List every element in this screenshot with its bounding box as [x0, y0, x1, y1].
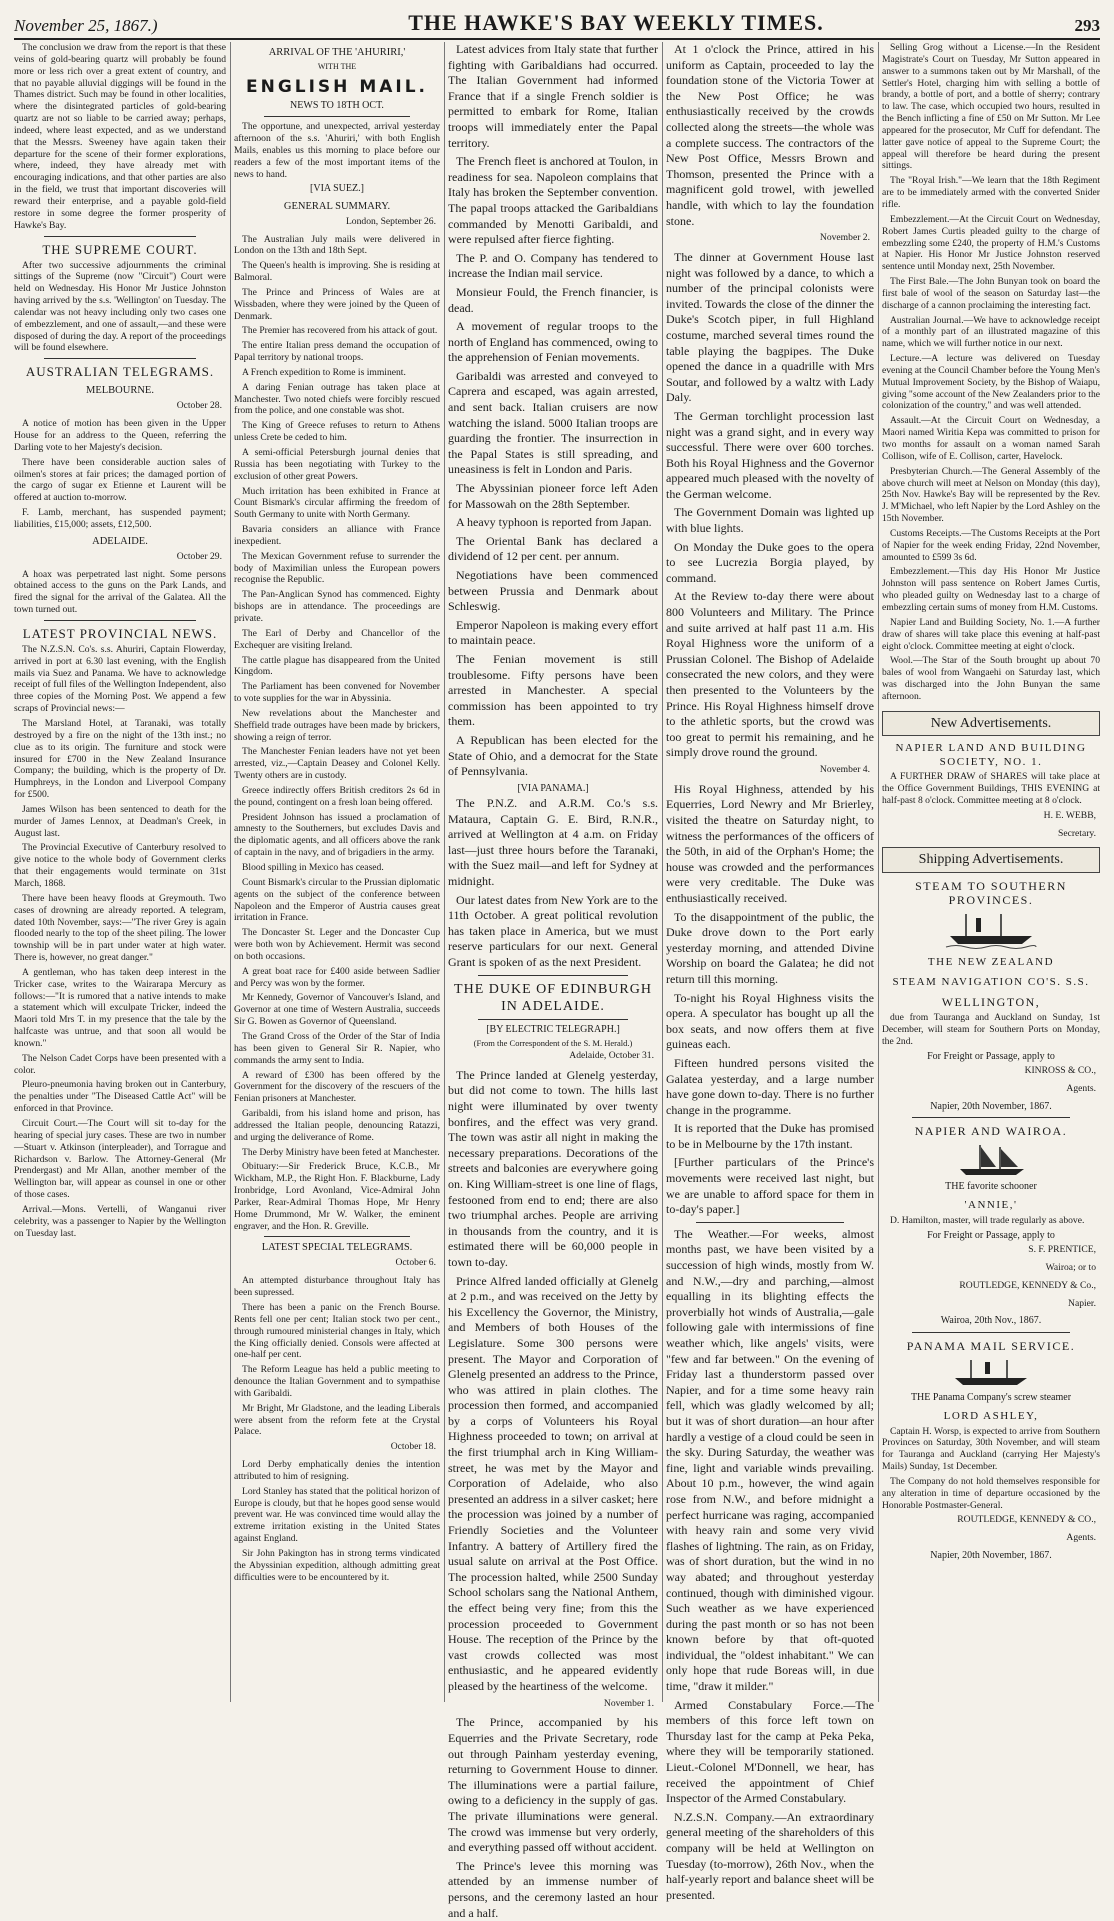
- summary-item: Obituary:—Sir Frederick Bruce, K.C.B., Mr Wickham, M.P., the Right Hon. F. Blackburne, Lady Ironbridge, Lord Avonland, Vice-Admiral John Parker, Rear-Admiral Thomas Hope, Mr Henry Home Drummond, Mr W. Walker, the eminent engraver, and the Hon. R. Greville.: [234, 1161, 440, 1232]
- telegram-item: Lord Derby emphatically denies the intention attributed to him of resigning.: [234, 1459, 440, 1482]
- company-name: STEAM NAVIGATION CO'S. S.S.: [892, 975, 1090, 988]
- news-item: Negotiations have been commenced between Prussia and Denmark about Schleswig.: [448, 568, 658, 614]
- news-items: [448, 42, 658, 780]
- summary-item: A reward of £300 has been offered by the Government for the discovery of the rescuers of the Fenian prisoners at Manchester.: [234, 1069, 440, 1105]
- ad-text: due from Tauranga and Auckland on Sunday, 1st December, will steam for Southern Ports on Monday, the 2nd.: [882, 1012, 1100, 1047]
- summary-item: New revelations about the Manchester and Sheffield trade outrages have been made by brickers, showing a reign of terror.: [234, 707, 440, 743]
- agent-name: ROUTLEDGE, KENNEDY & Co.,: [959, 1279, 1096, 1291]
- correspondent-note: (From the Correspondent of the S. M. Herald.): [473, 1037, 633, 1048]
- panama-text: Our latest dates from New York are to the 11th October. A great political revolution has taken place in America, but we must reserve particulars for our next. General Grant is spoken of as the next President.: [448, 892, 658, 969]
- agent-name: S. F. PRENTICE,: [1028, 1244, 1096, 1256]
- telegram-item: Sir John Pakington has in strong terms vindicated the Abyssinian expedition, although admitting great difficulties were to be encountered by it.: [234, 1548, 440, 1583]
- telegram-item: The Reform League has held a public meeting to denounce the Italian Government and to sympathise with Garibaldi.: [234, 1364, 440, 1399]
- ad-title: NAPIER LAND AND BUILDING SOCIETY, NO. 1.: [895, 742, 1087, 768]
- local-note: Lecture.—A lecture was delivered on Tuesday evening at the Council Chamber before the Young Men's Mutual Improvement Society, by the Bishop of Waiapu, giving "some account of the New Zealanders prior to the colonization of the country," and was well attended.: [882, 353, 1100, 412]
- news-item: A movement of regular troops to the north of England has commenced, owing to the apprehension of Fenian movements.: [448, 319, 658, 365]
- supreme-court-heading: THE SUPREME COURT.: [42, 241, 198, 257]
- column-3: [448, 42, 658, 1920]
- melbourne-item: There have been considerable auction sales of oilmen's stores at fair prices; the damaged portion of the cargo of sugar ex Etienne et Laurent will be offered at auction to-morrow.: [14, 456, 226, 504]
- company-line: THE NEW ZEALAND: [927, 956, 1055, 969]
- telegram-item: An attempted disturbance throughout Italy has been supressed.: [234, 1275, 440, 1299]
- ad-text: D. Hamilton, master, will trade regularly as above.: [890, 1214, 1085, 1226]
- column-5: [882, 42, 1100, 1702]
- divider: [478, 975, 628, 976]
- general-summary-heading: GENERAL SUMMARY.: [283, 200, 391, 212]
- provincial-item: The Nelson Cadet Corps have been presented with a color.: [14, 1052, 226, 1076]
- local-note: Wool.—The Star of the South brought up about 70 bales of wool from Wangaehi on Saturday last, which was discharged into the John Bunyan the same afternoon.: [882, 655, 1100, 702]
- gold-report-text: The conclusion we draw from the report is that these veins of gold-bearing quartz will probably be found more or less rich over a great extent of country, and that no payable alluvial diggings will be found in the Thames district. Such may be found in other localities, where the disintegrated particles of gold-bearing quartz are not so liable to be carried away; perhaps, indeed, where least expected, and as we understand that the Messrs. Sweeney have again taken their departure for the scene of their former explorations, where, indeed, they have already met with encouraging indications, and that other parties are also in the field, we trust that important discoveries will reward their enterprise, and a payable gold-field restore in some degree the former prosperity of Hawke's Bay.: [14, 42, 226, 231]
- news-item: The French fleet is anchored at Toulon, in readiness for sea. Napoleon complains that Italy has broken the September convention. The papal troops attacked the Garibaldians commanded by Menotti Garibaldi, and were repulsed after fierce fighting.: [448, 154, 658, 247]
- provincial-item: There have been heavy floods at Greymouth. Two cases of drowning are already reported. A telegram, dated 10th November, says:—"The river Grey is again flooded nearly to the top of the sheet piling. The lower township will be in part under water at high water. There is, however, no great danger.": [14, 892, 226, 964]
- ad-title: STEAM TO SOUTHERN PROVINCES.: [915, 878, 1067, 908]
- summary-item: The Mexican Government refuse to surrender the body of Maximilian unless the European powers recognise the Republic.: [234, 550, 440, 586]
- summary-item: President Johnson has issued a proclamation of amnesty to the Southerners, but excludes Davis and the diplomatic agents, and all officers above the rank of captain in the navy, and of brigadiers in the army.: [234, 811, 440, 859]
- agent-name: ROUTLEDGE, KENNEDY & CO.,: [957, 1514, 1096, 1526]
- news-item: Latest advices from Italy state that further fighting with Garibaldians had occurred. The Italian Government had informed France that if a single French soldier is permitted to embark for Rome, Italian troops will immediately enter the Papal territory.: [448, 42, 658, 150]
- supreme-court-text: After two successive adjournments the criminal sittings of the Supreme (now "Circuit") Court were held on Wednesday. His Honor Mr Justice Johnston having arrived by the s.s. 'Wellington' on Tuesday. The calendar was not heavy including only two cases one of embezzlement, and one of assault,—and these were disposed of during the day. A report of the proceedings will be found elsewhere.: [14, 259, 226, 354]
- building-society-ad: [882, 742, 1100, 839]
- provincial-item: The Provincial Executive of Canterbury resolved to give notice to the whole body of Government clerks that their engagements would terminate on 31st March, 1868.: [14, 842, 226, 889]
- ad-date: Napier, 20th November, 1867.: [930, 1100, 1052, 1112]
- ad-text: Captain H. Worsp, is expected to arrive from Southern Provinces on Saturday, 30th November, and will steam for Tauranga and Auckland (carrying Her Majesty's Mails) Sunday, 1st December.: [882, 1425, 1100, 1473]
- duke-text: The Prince, accompanied by his Equerries and the Private Secretary, rode out through Painham yesterday evening, returning to Government House to dinner. The illuminations were a partial failure, owing to a deficiency in the supply of gas. The private illuminations were general. The crowd was immense but very orderly, and everything passed off without accident.: [448, 1715, 658, 1855]
- summary-item: The entire Italian press demand the occupation of Papal territory by national troops.: [234, 340, 440, 364]
- duke-text: The Prince's levee this morning was attended by an immense number of persons, and the ceremony lasted an hour and a half.: [448, 1858, 658, 1920]
- melbourne-date: October 28.: [176, 400, 222, 412]
- duke-text: It is reported that the Duke has promised to be in Melbourne by the 17th instant.: [666, 1121, 874, 1151]
- masthead: [14, 6, 1100, 40]
- divider: [696, 1222, 844, 1223]
- duke-text: At 1 o'clock the Prince, attired in his uniform as Captain, proceeded to lay the foundation stone of the Victoria Tower at the New Post Office; he was enthusiastically received by the crowds collected along the streets—the whole was a complete success. The contractors of the New Post Office, Messrs Brown and Thomson, presented the Prince with a magnificent gold trowel, with jewelled handle, with which to lay the foundation stone.: [666, 42, 874, 228]
- news-item: The P. and O. Company has tendered to increase the Indian mail service.: [448, 250, 658, 281]
- electric-telegraph: [BY ELECTRIC TELEGRAPH.]: [486, 1024, 620, 1036]
- duke-text: Fifteen hundred persons visited the Galatea yesterday, and a large number have gone down to-day. There is no further change in the programme.: [666, 1055, 874, 1117]
- divider: [264, 1236, 410, 1237]
- local-note: Customs Receipts.—The Customs Receipts at the Port of Napier for the week ending Friday, 22nd November, amounted to £599 3s 6d.: [882, 527, 1100, 563]
- local-note: Selling Grog without a License.—In the Resident Magistrate's Court on Tuesday, Mr Sutton appeared in answer to a summons taken out by Mr Marshall, of the Settler's Hotel, charging him with selling a bottle of brandy, a bottle of port, and a bottle of sherry; contrary to law. The case, which occupied two hours, resulted in the Bench inflicting a fine of £50 on Mr Sutton. Mr Lee appeared for the prosecutor, Mr Cuff for defendant. The latter gave notice of appeal to the Supreme Court; the appeal will therefore be heard during the present sittings.: [882, 42, 1100, 172]
- page-number: 293: [1074, 16, 1100, 35]
- london-date: London, September 26.: [345, 215, 436, 227]
- duke-text: To the disappointment of the public, the Duke drove down to the Port early yesterday morning, and attended Divine Worship on board the Galatea; he did not return till this morning.: [666, 909, 874, 986]
- provincial-news-heading: LATEST PROVINCIAL NEWS.: [22, 625, 218, 641]
- via-suez: [VIA SUEZ.]: [310, 183, 364, 195]
- summary-item: The Doncaster St. Leger and the Doncaster Cup were both won by Achievement. Hermit was second on both occasions.: [234, 927, 440, 962]
- agent-role: Agents.: [1066, 1082, 1096, 1094]
- wairoa-ad: [882, 1124, 1100, 1328]
- provincial-item: Arrival.—Mons. Vertelli, of Wanganui river celebrity, was a passenger to Napier by the Wellington on Tuesday last.: [14, 1203, 226, 1239]
- news-item: The Abyssinian pioneer force left Aden for Massowah on the 28th September.: [448, 481, 658, 511]
- ad-role: Secretary.: [1058, 827, 1096, 839]
- summary-item: Mr Kennedy, Governor of Vancouver's Island, and Governor at one time of Western Australia, succeeds Sir G. Bowen as Governor of Queensland.: [234, 992, 440, 1028]
- english-mail-heading: ENGLISH MAIL.: [245, 76, 429, 97]
- summary-item: Blood spilling in Mexico has ceased.: [242, 862, 384, 874]
- duke-text: The Prince landed at Glenelg yesterday, but did not come to town. The hills last night were illuminated by over twenty bonfires, and the effect was very grand. The town was astir all night in making the necessary preparations. Decorations of the streets and balconies are everywhere going on. King William-street is one line of flags, festooned from end to end; there are also two triumphal arches. People are arriving in thousands from the country, and it is estimated there will be 60,000 people in town to-day.: [448, 1067, 658, 1269]
- provincial-item: A gentleman, who has taken deep interest in the Tricker case, writes to the Wairarapa Mercury as follows:—"It is rumored that a native intends to make a statement which will exculpate Tricker, indeed the Maori told Mrs T. in my presence that the tale by the halfcaste was untrue, and that soon all would be known.": [14, 966, 226, 1049]
- ad-text: A FURTHER DRAW of SHARES will take place at the Office Government Buildings, THIS EVENING at half-past 8 o'clock. Committee meeting at 8 o'clock.: [882, 771, 1100, 806]
- column-rule: [662, 42, 663, 1702]
- summary-item: The Parliament has been convened for November to vote supplies for the war in Abyssinia.: [234, 681, 440, 705]
- column-rule: [230, 42, 231, 1702]
- adelaide-heading: ADELAIDE.: [92, 535, 148, 547]
- ad-text: The Company do not hold themselves responsible for any alteration in time of departure occasioned by the Honorable Postmaster-General.: [882, 1475, 1100, 1511]
- summary-item: The Australian July mails were delivered in London on the 13th and 18th Sept.: [234, 233, 440, 257]
- issue-date: November 25, 1867.): [14, 16, 158, 35]
- duke-text: His Royal Highness, attended by his Equerries, Lord Newry and Mr Brierley, visited the theatre on Saturday night, to witness the performances of the officers of the 50th, in aid of the Orphan's Home; the house was crowded and the performances were very creditable. The Duke was enthusiastically received.: [666, 781, 874, 905]
- summary-item: A French expedition to Rome is imminent.: [242, 366, 406, 378]
- summary-item: Bavaria considers an alliance with France inexpedient.: [234, 524, 440, 547]
- freight-line: For Freight or Passage, apply to: [927, 1050, 1055, 1062]
- news-item: Monsieur Fould, the French financier, is dead.: [448, 284, 658, 315]
- ad-date: Napier, 20th November, 1867.: [930, 1550, 1052, 1562]
- summary-item: The Prince and Princess of Wales are at Wissbaden, where they were joined by the Queen of Denmark.: [234, 286, 440, 322]
- duke-text: To-night his Royal Highness visits the opera. A speculator has bought up all the box seats, and now offers them at five guineas each.: [666, 990, 874, 1052]
- duke-text: The dinner at Government House last night was followed by a dance, to which a number of the principal colonists were invited. Towards the close of the dinner the Duke's Scotch piper, in full Highland costume, marched several times round the table playing the bagpipes. The Duke opened the dance in a quadrille with Mrs Soutar, and followed by a waltz with Lady Daly.: [666, 249, 874, 405]
- divider: [44, 620, 196, 621]
- summary-item: The cattle plague has disappeared from the United Kingdom.: [234, 654, 440, 678]
- telegram-item: Mr Bright, Mr Gladstone, and the leading Liberals were absent from the reform fete at the Crystal Palace.: [234, 1402, 440, 1438]
- news-item: The Oriental Bank has declared a dividend of 12 per cent. per annum.: [448, 533, 658, 564]
- ad-text: THE Panama Company's screw steamer: [910, 1391, 1072, 1403]
- agent-place: Napier.: [1068, 1297, 1096, 1309]
- provincial-item: The Marsland Hotel, at Taranaki, was totally destroyed by a fire on the night of the 13th inst.; no clue as to its origin. The furniture and stock were insured for £700 in the New Zealand Insurance Company; the building, which is the property of Dr. Humphreys, in the London and Liverpool Company for £500.: [14, 718, 226, 801]
- local-item: Armed Constabulary Force.—The members of this force left town on Thursday last for the camp at Peka Peka, where they will be temporarily stationed. Lieut.-Colonel M'Donnell, we hear, has received the appointment of Chief Inspector of the Armed Constabulary.: [666, 1697, 874, 1806]
- news-item: Emperor Napoleon is making every effort to maintain peace.: [448, 617, 658, 648]
- ad-title: NAPIER AND WAIROA.: [914, 1124, 1068, 1139]
- news-item: A heavy typhoon is reported from Japan.: [456, 515, 652, 530]
- summary-item: The Earl of Derby and Chancellor of the Exchequer are visiting Ireland.: [234, 627, 440, 651]
- new-advertisements-banner: New Advertisements.: [882, 711, 1100, 736]
- column-rule: [444, 42, 445, 1702]
- duke-date: November 4.: [819, 763, 870, 775]
- local-item: The Weather.—For weeks, almost months past, we have been visited by a succession of high winds, mostly from W. and N.W.,—dry and parching,—almost equalling in its blighting effects the proverbially hot winds of Australia,—gale following gale with intermissions of fine weather which, like angels' visits, were "few and far between." On the evening of Friday last a thunderstorm passed over Napier, and for a time some heavy rain fell, which was gladly welcomed by all; but it was of short duration—an hour after hardly a vestige of a cloud could be seen in the sky. During Saturday, the weather was fine, light and variable winds prevailing. About 10 p.m., however, the wind again rose from N.W., and before midnight a perfect hurricane was raging, accompanied with heavy rain and some very vivid flashes of lightning. The rain, as on Friday, was of short duration, but the wind in no way abated; and throughout yesterday continued, though with diminished vigour. Such weather as we have experienced during the past month or so has not been known before by that oft-quoted individual, the "oldest inhabitant." We can only hope that rude Boreas will, in due time, "draw it milder.": [666, 1226, 874, 1694]
- australian-telegrams-heading: AUSTRALIAN TELEGRAMS.: [25, 364, 215, 380]
- summary-item: Greece indirectly offers British creditors 2s 6d in the pound, contingent on a fresh loan being offered.: [234, 784, 440, 808]
- duke-text: Prince Alfred landed officially at Glenelg at 2 p.m., and was received on the Jetty by his Excellency the Governor, the Ministry, and Members of both Houses of the Legislature. Some 300 persons were present. The Mayor and Corporation of Glenelg presented an address to the Prince, who was attired in plain clothes. The procession then formed, and accompanied by a corps of Volunteers his Royal Highness proceeded to town; on arrival at the first triumphal arch in King William-street, he was met by the Mayor and Corporation of Adelaide, who also presented an address in a silver casket; here the procession was joined by a number of Friendly Societies and the Volunteer Infantry. A battery of Artillery fired the usual salute on arrival at the Post Office. The procession halted, while 2500 Sunday School scholars sang the National Anthem, the effect being very fine; from this the procession proceeded to Government House. The reception of the Prince by the vast crowds collected was most enthusiastic, and he appeared evidently pleased by the heartiness of the welcome.: [448, 1273, 658, 1693]
- provincial-item: Circuit Court.—The Court will sit to-day for the hearing of special jury cases. These are two in number—Stuart v. Atkinson (interpleader), and Torrague and Richardson v. Barlow. The Attorney-General (Mr Prendergast) and Mr Allan, another member of the Wellington bar, will appear as counsel in one or other of those cases.: [14, 1118, 226, 1201]
- summary-item: A daring Fenian outrage has taken place at Manchester. Two noted chiefs were forcibly rescued from the police, and one constable was shot.: [234, 381, 440, 417]
- news-to-date: NEWS TO 18TH OCT.: [290, 99, 384, 111]
- telegram-date: October 18.: [390, 1441, 436, 1453]
- divider: [912, 1117, 1070, 1118]
- vessel-name: 'ANNIE,': [964, 1199, 1018, 1212]
- duke-heading: THE DUKE OF EDINBURGH IN ADELAIDE.: [454, 981, 652, 1014]
- column-4: [666, 42, 874, 1902]
- schooner-icon: [956, 1143, 1026, 1177]
- news-item: Garibaldi was arrested and conveyed to Caprera and escaped, was again arrested, and sent back. Italian cruisers are now watching the island. 5000 Italian troops are guarding the frontier. The insurrection in the Papal States is still spreading, and uneasiness is felt in London and Paris.: [448, 368, 658, 477]
- melbourne-item: F. Lamb, merchant, has suspended payment; liabilities, £15,000; assets, £12,500.: [14, 507, 226, 530]
- vessel-name: LORD ASHLEY,: [943, 1409, 1039, 1422]
- summary-item: Count Bismark's circular to the Prussian diplomatic agents on the subject of the conference between Napoleon and the Emperor of Austria causes great irritation in France.: [234, 876, 440, 924]
- duke-date: November 2.: [819, 232, 870, 244]
- news-item: The Fenian movement is still troublesome. Fifty persons have been arrested in Manchester. A special commission has been appointed to try them.: [448, 651, 658, 729]
- local-note: The "Royal Irish."—We learn that the 18th Regiment are to be immediately armed with the converted Snider rifle.: [882, 175, 1100, 210]
- summary-item: The Premier has recovered from his attack of gout.: [242, 325, 438, 337]
- steamship-icon: [946, 912, 1036, 950]
- summary-item: A semi-official Petersburgh journal denies that Russia has been negotiating with Turkey to the exclusion of other great Powers.: [234, 447, 440, 482]
- summary-item: The Grand Cross of the Order of the Star of India has been given to General Sir R. Napier, who commands the army sent to India.: [234, 1030, 440, 1066]
- freight-line: For Freight or Passage, apply to: [927, 1229, 1055, 1241]
- provincial-item: The N.Z.S.N. Co's. s.s. Ahuriri, Captain Flowerday, arrived in port at 6.30 last evening, with the English mails via Suez and Panama. We have to acknowledge receipt of full files of the Wellington Independent, also three copies of the Morning Post. We append a few scraps of Provincial news:—: [14, 643, 226, 715]
- melbourne-heading: MELBOURNE.: [86, 385, 154, 397]
- summary-items: [234, 234, 440, 1233]
- arrival-heading: ARRIVAL OF THE 'AHURIRI,': [268, 47, 406, 58]
- summary-item: The Pan-Anglican Synod has commenced. Eighty bishops are in attendance. The proceedings are private.: [234, 589, 440, 624]
- summary-item: The Manchester Fenian leaders have not yet been arrested, viz.,—Captain Deasey and Colonel Kelly. Twenty others are in custody.: [234, 746, 440, 782]
- local-note: Embezzlement.—This day His Honor Mr Justice Johnston will pass sentence on Robert James Curtis, who pleaded guilty on Wednesday last to a charge of embezzling certain sums of money from H.M. Customs.: [882, 566, 1100, 613]
- local-notes: [882, 42, 1100, 703]
- mail-intro: The opportune, and unexpected, arrival yesterday afternoon of the s.s. 'Ahuriri,' with both English Mails, enables us this morning to place before our readers a few of the most important items of the news to hand.: [234, 121, 440, 180]
- column-2: [234, 42, 440, 1702]
- duke-text: At the Review to-day there were about 800 Volunteers and Military. The Prince and suite arrived at half past 11 a.m. His Royal Highness wore the uniform of a Prussian Colonel. The Bishop of Adelaide consecrated the new colors, and they were then presented to the Volunteers by the Prince. His Royal Highness himself drove to the athletic sports, but the crowd was too great to permit his remaining, and he simply drove round the ground.: [666, 589, 874, 760]
- local-item: N.Z.S.N. Company.—An extraordinary general meeting of the shareholders of this company will be held at Wellington on Tuesday (to-morrow), 26th Nov., when the half-yearly report and balance sheet will be presented.: [666, 1809, 874, 1902]
- summary-item: Much irritation has been exhibited in France at Count Bismark's circular affirming the freedom of South Germany to unite with North Germany.: [234, 485, 440, 521]
- column-1: [14, 42, 226, 1702]
- divider: [912, 1332, 1070, 1333]
- column-rule: [878, 42, 879, 1702]
- divider: [264, 116, 410, 117]
- local-note: Napier Land and Building Society, No. 1.—A further draw of shares will take place this evening at half-past eight o'clock. Committee meeting at eight o'clock.: [882, 616, 1100, 652]
- local-note: Australian Journal.—We have to acknowledge receipt of a monthly part of an illustrated magazine of this name, which we will further notice in our next.: [882, 314, 1100, 350]
- duke-text: The Government Domain was lighted up with blue lights.: [666, 505, 874, 536]
- provincial-item: Pleuro-pneumonia having broken out in Canterbury, the penalties under "The Diseased Cattle Act" will be enforced in that Province.: [14, 1079, 226, 1115]
- panama-text: The P.N.Z. and A.R.M. Co.'s s.s. Mataura, Captain G. E. Bird, R.N.R., arrived at Wellington at 4 a.m. on Friday last—just three hours before the Taranaki, with the Suez mail—and left for Sydney at midnight.: [448, 796, 658, 889]
- telegram-item: There has been a panic on the French Bourse. Rents fell one per cent; Italian stock two per cent., through rumoured ministerial changes in Italy, which the King officially denied. Consols were affected at one-half per cent.: [234, 1301, 440, 1361]
- panama-mail-ad: [882, 1339, 1100, 1563]
- local-note: Assault.—At the Circuit Court on Wednesday, a Maori named Wiritia Kepa was committed to prison for two months for assault on a woman named Sarah Collison, wife of E. Collison, carter, Havelock.: [882, 415, 1100, 462]
- agent-place: Wairoa; or to: [1045, 1261, 1096, 1273]
- steam-ad: [882, 879, 1100, 1114]
- latest-special-telegrams-heading: LATEST SPECIAL TELEGRAMS.: [261, 1242, 413, 1254]
- with-the: WITH THE: [317, 61, 357, 71]
- ad-title: PANAMA MAIL SERVICE.: [906, 1338, 1076, 1353]
- shipping-advertisements-banner: Shipping Advertisements.: [882, 847, 1100, 872]
- summary-item: The Queen's health is improving. She is residing at Balmoral.: [234, 260, 440, 284]
- news-item: A Republican has been elected for the State of Ohio, and a democrat for the State of Pennsylvania.: [448, 732, 658, 779]
- duke-text: On Monday the Duke goes to the opera to see Lucrezia Borgia played, by command.: [666, 539, 874, 585]
- local-note: The First Bale.—The John Bunyan took on board the first bale of wool of the season on Saturday last—the discharge of a cannon proclaiming the interesting fact.: [882, 276, 1100, 311]
- melbourne-item: A notice of motion has been given in the Upper House for an address to the Queen, referring the Darling vote to her Majesty's decision.: [14, 418, 226, 453]
- vessel-name: WELLINGTON,: [941, 995, 1041, 1010]
- agent-role: Agents.: [1066, 1532, 1096, 1544]
- duke-date: November 1.: [603, 1697, 654, 1709]
- ad-date: Wairoa, 20th Nov., 1867.: [940, 1315, 1042, 1327]
- local-note: Presbyterian Church.—The General Assembly of the above church will meet at Nelson on Monday (this day), 25th Nov. Hawke's Bay will be represented by the Rev. J. M'Michael, who left Napier by the Lord Ashley on the 15th November.: [882, 465, 1100, 525]
- duke-text: The German torchlight procession last night was a grand sight, and in every way successful. There were over 600 torches. Both his Royal Highness and the Governor appeared much pleased with the novelty of the German welcome.: [666, 408, 874, 501]
- telegram-item: Lord Stanley has stated that the political horizon of Europe is cloudy, but that he hopes good sense would prevent war. He was convinced time would allay the extreme irritation existing in the United States against England.: [234, 1485, 440, 1545]
- summary-item: The Derby Ministry have been feted at Manchester.: [242, 1146, 440, 1158]
- divider: [44, 358, 196, 359]
- agent-name: KINROSS & CO.,: [1024, 1065, 1096, 1077]
- summary-item: A great boat race for £400 aside between Sadlier and Percy was won by the former.: [234, 965, 440, 989]
- ad-text: THE favorite schooner: [945, 1180, 1037, 1192]
- steamer-icon: [951, 1358, 1031, 1388]
- provincial-item: James Wilson has been sentenced to death for the murder of James Lennox, at Deadman's Creek, in August last.: [14, 803, 226, 839]
- divider: [478, 1019, 628, 1020]
- local-note: Embezzlement.—At the Circuit Court on Wednesday, Robert James Curtis pleaded guilty to the charge of embezzling some £240, the property of H.M.'s Customs at Napier. His Honor Mr Justice Johnston reserved sentence until Monday next, 25th November.: [882, 213, 1100, 273]
- summary-item: Garibaldi, from his island home and prison, has addressed the Italian people, denouncing Ratazzi, and urging the deliverance of Rome.: [234, 1108, 440, 1143]
- adelaide-dateline: Adelaide, October 31.: [569, 1049, 654, 1061]
- via-panama: [VIA PANAMA.]: [517, 782, 589, 794]
- divider: [44, 236, 196, 237]
- adelaide-item: A hoax was perpetrated last night. Some persons obtained access to the guns on the Park Lands, and fired the signal for the arrival of the Galatea. All the town turned out.: [14, 568, 226, 616]
- duke-text: [Further particulars of the Prince's movements were received last night, but we are unable to afford space for them in to-day's paper.]: [666, 1155, 874, 1217]
- adelaide-date: October 29.: [176, 550, 222, 562]
- newspaper-title: THE HAWKE'S BAY WEEKLY TIMES.: [408, 10, 824, 35]
- ad-signature: H. E. WEBB,: [1043, 809, 1096, 821]
- telegram-date: October 6.: [395, 1257, 436, 1269]
- summary-item: The King of Greece refuses to return to Athens unless Crete be ceded to him.: [234, 420, 440, 444]
